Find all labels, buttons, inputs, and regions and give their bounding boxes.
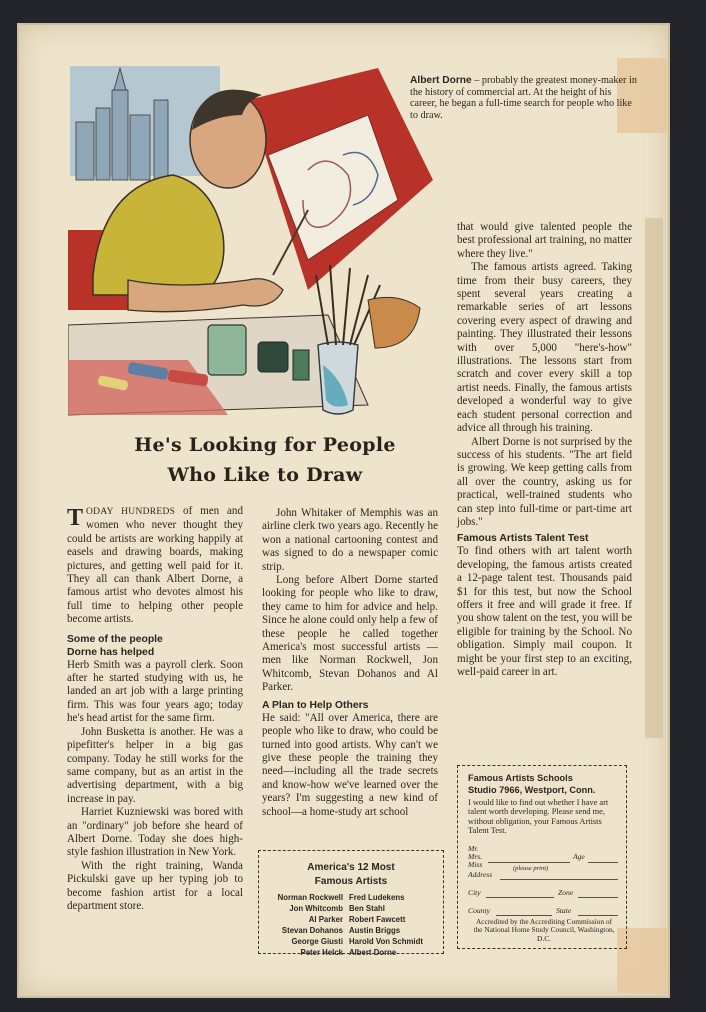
bowl xyxy=(368,297,420,348)
artist-name: Norman Rockwell xyxy=(277,893,343,902)
col3-paragraph-3: Albert Dorne is not surprised by the success of his students. "The art field is growing. We keep getting calls from all over the country, asking us for practical, well-trained students who can step into full-time or part-time art jobs." xyxy=(457,435,632,528)
caption-text: – probably the greatest money-maker in the history of commercial art. At the height of his career, he began a full-time search for people who like to draw. xyxy=(410,75,637,121)
col1-paragraph-1 xyxy=(67,505,243,627)
artist-name: Stevan Dohanos xyxy=(281,926,343,935)
col3-paragraph-2: The famous artists agreed. Taking time from their busy careers, they spent several years creating a remarkable series of art lessons covering every aspect of drawing and painting. They illustrated their lessons with over 5,000 "here's-how" illustrations. The lessons start from scratch and cover every skill a top artist needs. Finally, the famous artists developed a wonderful way to give each student personal correction and advice all through his training. xyxy=(457,261,632,435)
artists-list-left xyxy=(259,892,349,958)
col1-p1-text: of men and women who never thought they could be artists are working happily at easels and drawing boards, making pictures, and getting well paid for it. They all can thank Albert Dorne, a famous artist who devotes almost his full time to helping other people become artists. xyxy=(67,505,244,626)
label-state: State xyxy=(556,906,572,915)
col2-paragraph-3: He said: "All over America, there are people who like to draw, who could be turned into good artists. Why can't we give these people the training they need—including all the trade secrets and know-how we've learned over the years? I'm suggesting a new kind of school—a home-study art school xyxy=(262,711,438,818)
article-column-3 xyxy=(457,221,632,679)
artist-name: Robert Fawcett xyxy=(349,915,406,924)
headline-line-1: He's Looking for People xyxy=(134,434,396,456)
coupon-body: I would like to find out whether I have art talent worth developing. Please send me, without obligation, your Famous Artists Talent Test. xyxy=(468,798,609,836)
label-please-print: (please print) xyxy=(513,865,549,872)
county-field-line[interactable] xyxy=(496,915,552,916)
address-field-line[interactable] xyxy=(500,879,618,880)
col2-paragraph-1: John Whitaker of Memphis was an airline clerk two years ago. Recently he won a national cartooning contest and was signed to do a newspaper comic strip. xyxy=(262,507,438,573)
spine-wear xyxy=(645,218,663,738)
artists-list-right xyxy=(349,892,443,958)
label-mr: Mr. xyxy=(468,844,479,853)
col1-paragraph-2: Herb Smith was a payroll clerk. Soon after he started studying with us, he landed an art job with a large printing firm. This was four years ago; today he's head artist for the same firm. xyxy=(67,658,243,725)
mail-coupon[interactable] xyxy=(457,765,627,949)
col1-paragraph-3: John Busketta is another. He was a pipefitter's helper in a big gas company. Today he still works for the same company, but as an artist in the advertising department, with a big increase in pay. xyxy=(67,725,243,805)
headline xyxy=(75,430,455,490)
label-age: Age xyxy=(573,852,585,861)
artist-name: Peter Helck xyxy=(300,948,343,957)
artist-illustration xyxy=(68,60,443,420)
city-field-line[interactable] xyxy=(486,897,554,898)
label-county: County xyxy=(468,906,490,915)
coupon-title-2: Studio 7966, Westport, Conn. xyxy=(468,785,596,795)
artist-name: George Giusti xyxy=(291,937,343,946)
artist-name: Albert Dorne xyxy=(349,948,397,957)
col1-paragraph-4: Harriet Kuzniewski was bored with an "ordinary" job before she heard of Albert Dorne. Today she does high-style fashion illustration in New York. xyxy=(67,806,243,859)
col3-paragraph-4: To find others with art talent worth developing, the famous artists created a 12-page talent test. Thousands paid $1 for this test, but now the School offers it free and will grade it free. If you show talent on the test, you will be eligible for training by the School. No obligation. Simply mail coupon. It might be your first step to an exciting, well-paid career in art. xyxy=(457,545,632,678)
arm xyxy=(128,279,283,312)
coupon-header xyxy=(468,772,620,836)
label-mrs: Mrs. xyxy=(468,852,483,861)
subhead-plan-to-help: A Plan to Help Others xyxy=(262,699,369,711)
caption-name: Albert Dorne xyxy=(410,75,472,86)
ink-bottle xyxy=(258,342,288,372)
artist-name: Al Parker xyxy=(308,915,343,924)
artists-box-title-1: America's 12 Most xyxy=(307,862,395,873)
famous-artists-box xyxy=(258,850,444,957)
zone-field-line[interactable] xyxy=(578,897,618,898)
small-bottle xyxy=(293,350,309,380)
artists-box-title-2: Famous Artists xyxy=(314,876,388,887)
col2-paragraph-2: Long before Albert Dorne started looking for people who like to draw, they came to him for advice and help. Since he alone could only help a few of these people he called together America's most successful artists —men like Norman Rockwell, Jon Whitcomb, Stevan Dohanos and Al Parker. xyxy=(262,574,438,694)
col1-paragraph-5: With the right training, Wanda Pickulski gave up her typing job to become fashion artist for a local department store. xyxy=(67,859,243,912)
state-field-line[interactable] xyxy=(578,915,618,916)
name-field-line[interactable] xyxy=(488,862,570,863)
yellow-shirt xyxy=(93,175,224,295)
label-city: City xyxy=(468,888,481,897)
age-field-line[interactable] xyxy=(588,862,618,863)
artist-name: Fred Ludekens xyxy=(349,893,405,902)
drop-cap: T xyxy=(67,505,84,531)
artist-name: Harold Von Schmidt xyxy=(349,937,423,946)
coupon-title-1: Famous Artists Schools xyxy=(468,773,573,783)
headline-line-2: Who Like to Draw xyxy=(167,464,363,486)
illustration-caption xyxy=(410,75,640,121)
paint-jar-green xyxy=(208,325,246,375)
subhead-talent-test: Famous Artists Talent Test xyxy=(457,533,589,545)
subhead-people-helped-2: Dorne has helped xyxy=(67,646,155,658)
subhead-people-helped-1: Some of the people xyxy=(67,633,163,645)
artist-name: Austin Briggs xyxy=(349,926,401,935)
coupon-accreditation: Accredited by the Accrediting Commission of the National Home Study Council, Washington, D.C. xyxy=(473,917,615,943)
col3-paragraph-1: that would give talented people the best professional art training, no matter where they live." xyxy=(457,221,632,260)
artist-name: Ben Stahl xyxy=(349,904,385,913)
article-column-2 xyxy=(262,507,438,819)
artists-list xyxy=(259,892,443,958)
label-address: Address xyxy=(468,870,493,879)
article-column-1 xyxy=(67,505,243,913)
label-zone: Zone xyxy=(558,888,574,897)
artist-name: Jon Whitcomb xyxy=(289,904,343,913)
label-miss: Miss xyxy=(468,860,483,869)
intro-smallcaps: ODAY HUNDREDS xyxy=(86,507,176,517)
